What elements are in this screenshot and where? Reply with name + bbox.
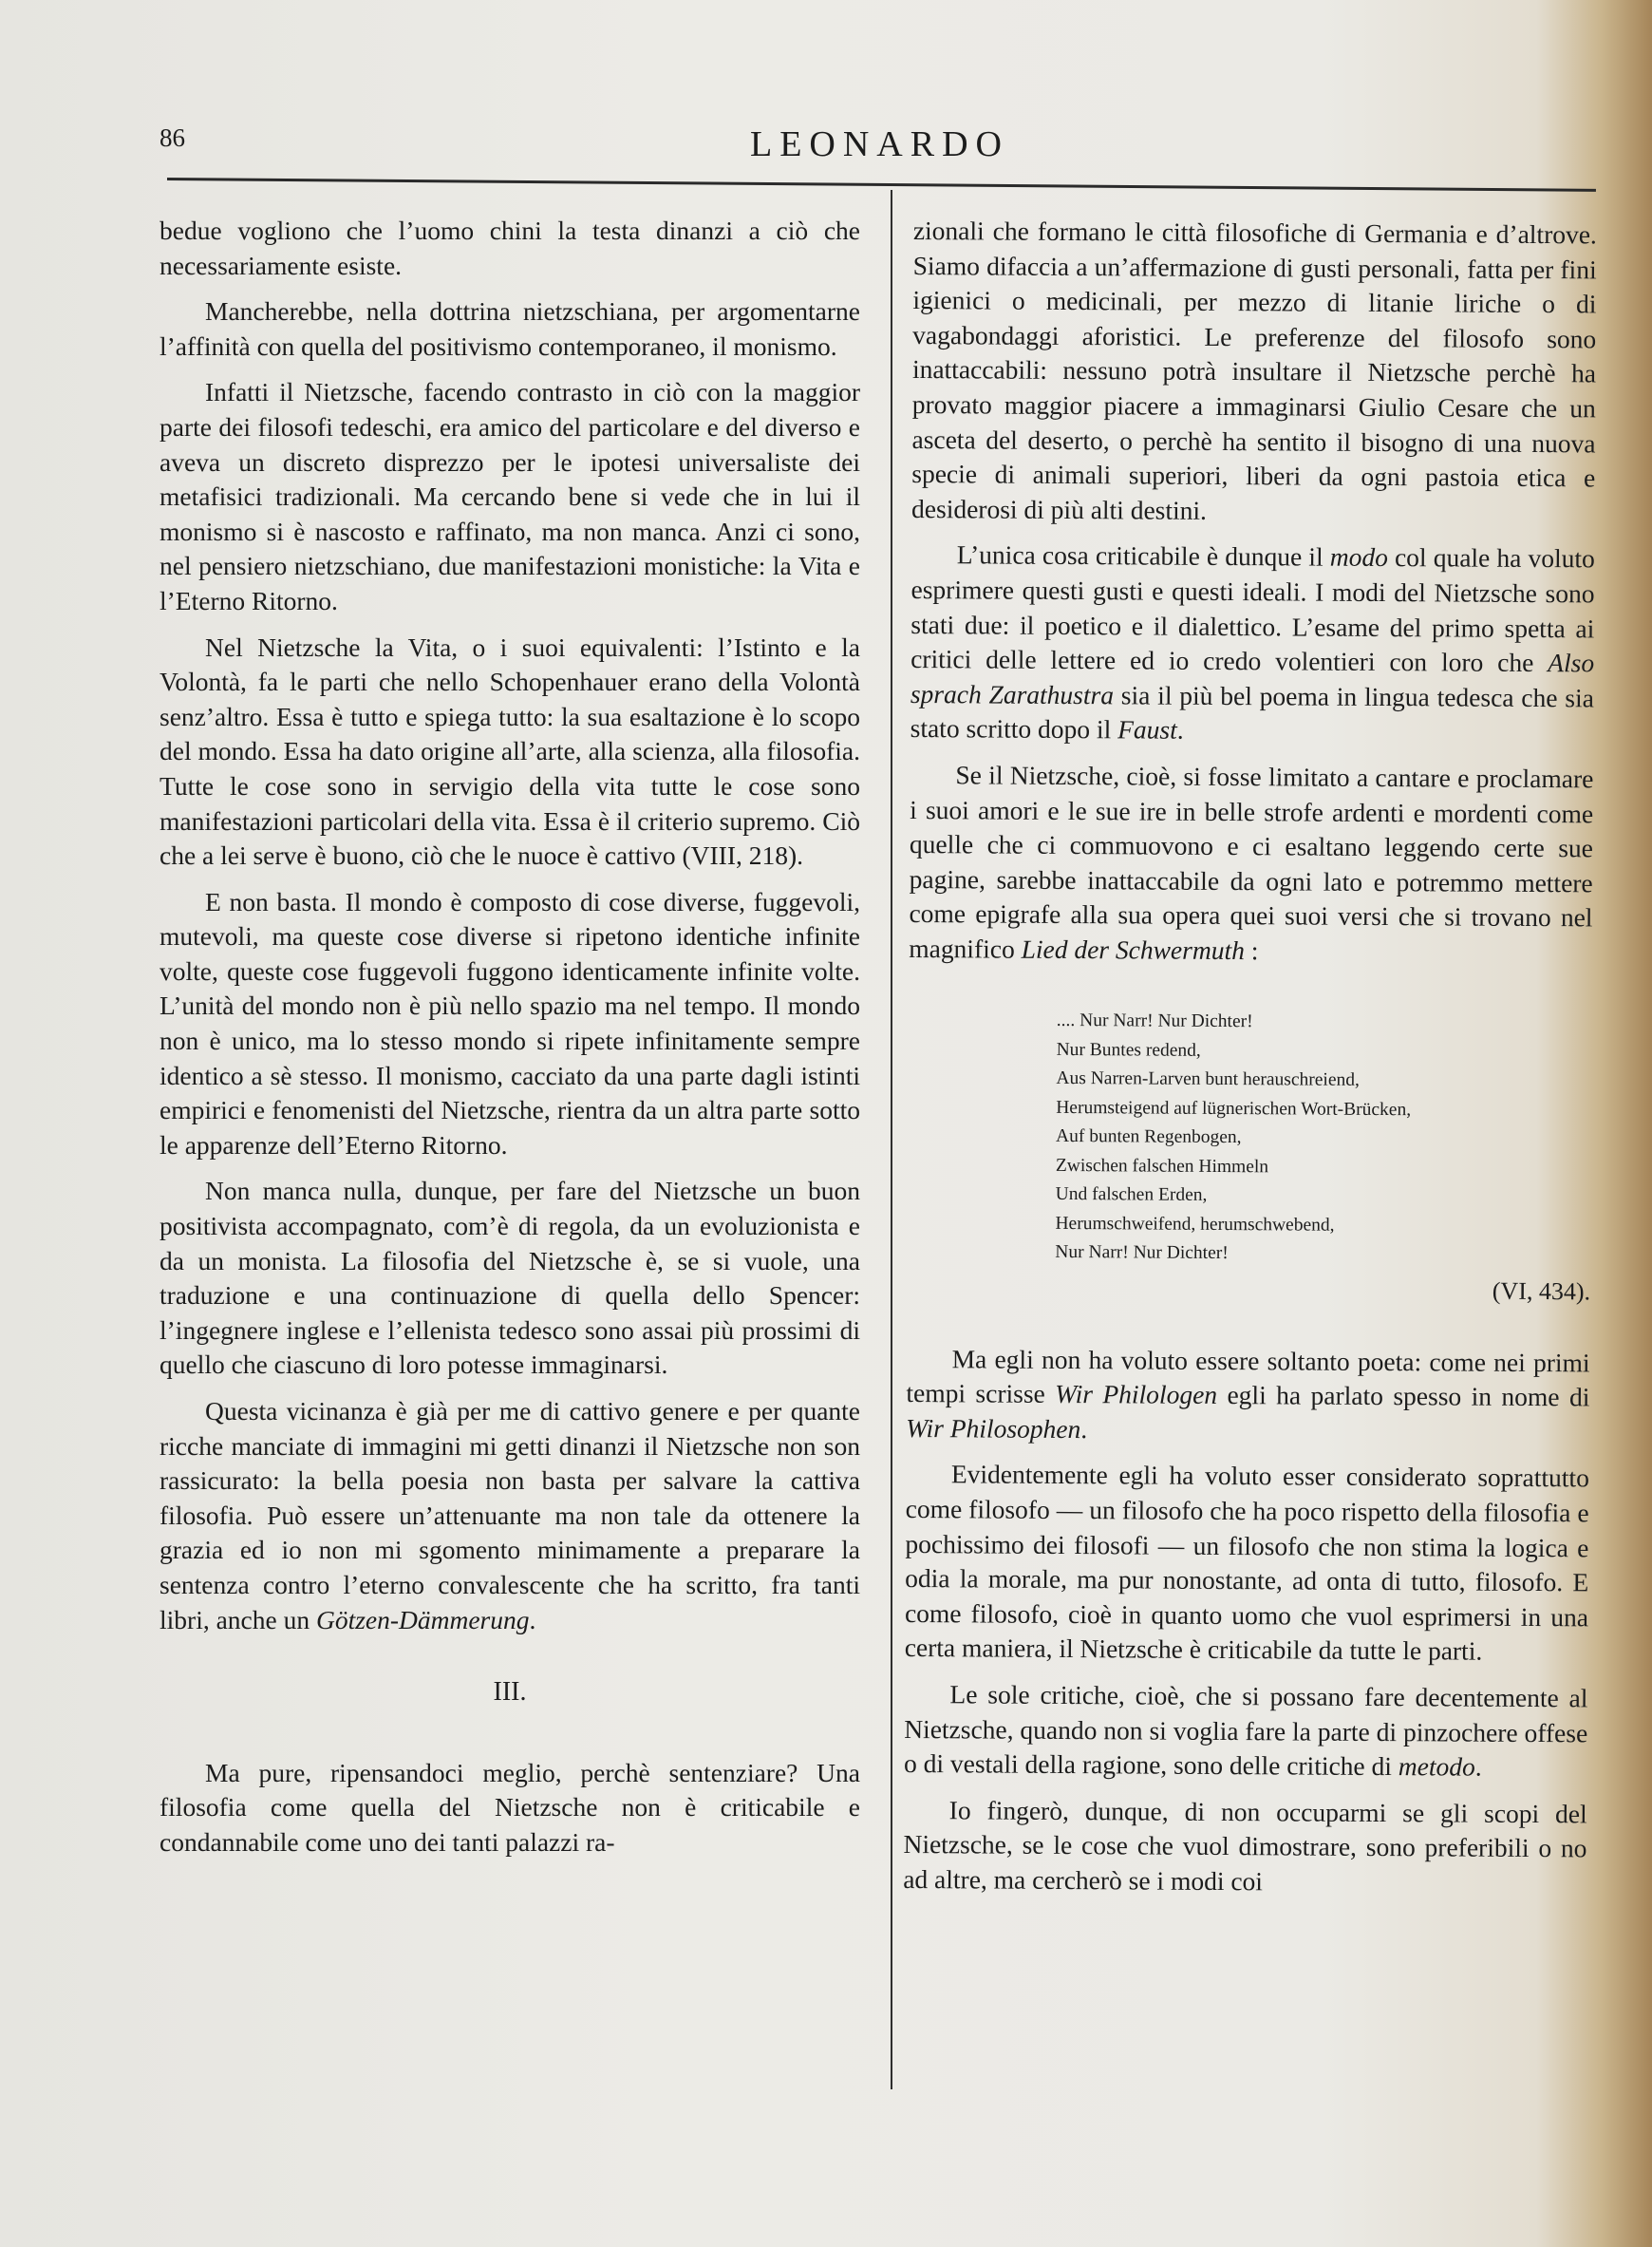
punctuation: . — [1474, 1751, 1482, 1782]
right-column — [903, 214, 1597, 1901]
paragraph — [909, 758, 1593, 971]
paragraph-text: col quale ha voluto esprimere questi gusti e questi ideali. I modi del Nietzsche sono stati due: il poetico e il dialettico. L’esame del primo spetta ai critici delle lettere ed io credo volentieri con loro che — [910, 542, 1595, 678]
paragraph — [910, 538, 1595, 750]
paragraph: bedue vogliono che l’uomo chini la testa dinanzi a ciò che necessariamente esiste. — [160, 216, 860, 280]
paragraph: Nel Nietzsche la Vita, o i suoi equivalenti: l’Istinto e la Volontà, fa le parti che nello Schopenhauer erano della Volontà senz’altro. Essa è tutto e spiega tutto: la sua esaltazione è lo scopo del mondo. Essa ha dato origine all’arte, alla scienza, alla filosofia. Tutte le cose sono in servigio della vita tutte le cose sono manifestazioni particolari della vita. Essa è il criterio supremo. Ciò che a lei serve è buono, ciò che le nuoce è cattivo (VIII, 218). — [160, 632, 860, 871]
running-head: LEONARDO — [750, 124, 1009, 164]
poem-line: Und falschen Erden, — [1055, 1184, 1208, 1206]
emphasis: modo — [1329, 542, 1389, 573]
column-divider — [891, 190, 892, 2089]
punctuation: . — [1080, 1413, 1088, 1444]
poem-line: Aus Narren-Larven bunt herauschreiend, — [1056, 1068, 1360, 1091]
book-title: Wir Philosophen — [906, 1412, 1081, 1444]
punctuation: . — [1176, 715, 1184, 746]
book-title: Wir Philologen — [1055, 1379, 1218, 1410]
paragraph-text: Questa vicinanza è già per me di cattivo genere e per quante ricche manciate di immagini mi getti dinanzi il Nietzsche non son rassicurato: la bella poesia non basta per salvare la cattiva filosofia. Può essere un’attenuante ma non tale da ottenere la grazia ed io non mi sgomento minimamente a preparare la sentenza contro l’eterno convalescente che ha scritto, fra tanti libri, anche un — [160, 1396, 860, 1634]
paragraph: Ma pure, ripensandoci meglio, perchè sentenziare? Una filosofia come quella del Nietzsche non è criticabile e condannabile come uno dei tanti palazzi ra- — [160, 1757, 860, 1857]
paragraph-text: Se il Nietzsche, cioè, si fosse limitato a cantare e proclamare i suoi amori e le sue ire in belle strofe ardenti e mordenti come quelle che ci commuovono e ci esaltano leggendo certe sue pagine, sarebbe inattaccabile da ogni lato e potremmo mettere come epigrafe alla sua opera quei suoi versi che si trovano nel magnifico — [909, 760, 1594, 964]
poem-line: Nur Buntes redend, — [1056, 1039, 1201, 1061]
poem-line: Auf bunten Regenbogen, — [1056, 1126, 1242, 1148]
paragraph-text: Le sole critiche, cioè, che si possano fare decentemente al Nietzsche, quando non si voglia fare la parte di pinzochere offese o di vestali della ragione, sono delle critiche di — [903, 1679, 1588, 1782]
paragraph-text: Ma egli non ha voluto essere soltanto poeta: come nei primi tempi scrisse — [906, 1343, 1590, 1409]
paragraph-text: sia il più bel poema in lingua tedesca che sia stato scritto dopo il — [910, 680, 1594, 745]
paragraph: Infatti il Nietzsche, facendo contrasto in ciò con la maggior parte dei filosofi tedeschi, era amico del particolare e del diverso e aveva un discreto disprezzo per le ipotesi universaliste dei metafisici tradizionali. Ma cercando bene si vede che in lui il monismo si è nascosto e raffinato, ma non manca. Anzi ci sono, nel pensiero nietzschiano, due manifestazioni monistiche: la Vita e l’Eterno Ritorno. — [160, 377, 860, 615]
book-title: Götzen-Dämmerung — [315, 1604, 530, 1634]
poem-line: Herumschweifend, herumschwebend, — [1055, 1213, 1335, 1236]
poem-line: .... Nur Narr! Nur Dichter! — [1056, 1010, 1253, 1032]
poem-line: Nur Narr! Nur Dichter! — [1055, 1242, 1229, 1264]
header-rule — [167, 178, 1596, 192]
book-title: Also sprach Zarathustra — [910, 648, 1595, 710]
poem-title: Lied der Schwermuth — [1021, 934, 1246, 966]
paragraph: zionali che formano le città filosofiche di Germania e d’altrove. Siamo difaccia a un’affermazione di gusti personali, fatta per fini igienici o medicinali, per mezzo di litanie liriche o di vagabondaggi aforistici. Le preferenze del filosofo sono inattaccabili: nessuno potrà insultare il Nietzsche perchè ha provato maggior piacere a immaginarsi Giulio Cesare che un asceta del deserto, o perchè ha sentito il bisogno di una nuova specie di animali superiori, liberi da ogni pastoia etica e desiderosi di più alti destini. — [911, 215, 1597, 525]
poem-line: Herumsteigend auf lügnerischen Wort-Brücken, — [1056, 1097, 1412, 1121]
left-column — [160, 214, 860, 1860]
paragraph: Io fingerò, dunque, di non occuparmi se gli scopi del Nietzsche, se le cose che vuol dimostrare, sono preferibili o no ad altre, ma cercherò se i modi coi — [903, 1794, 1587, 1897]
paragraph: Non manca nulla, dunque, per fare del Nietzsche un buon positivista accompagnato, com’è di regola, da un evoluzionista e da un monista. La filosofia del Nietzsche è, se si vuole, una traduzione e una continuazione di quella dello Spencer: l’ingegnere inglese e l’ellenista tedesco sono assai più prossimi di quello che ciascuno di loro potesse immaginarsi. — [160, 1176, 860, 1380]
paragraph — [904, 1677, 1588, 1785]
paragraph-text: L’unica cosa criticabile è dunque il — [956, 539, 1330, 573]
book-title: Faust — [1117, 714, 1177, 746]
poem-quote — [907, 1006, 1592, 1271]
punctuation: . — [529, 1604, 536, 1634]
paragraph: E non basta. Il mondo è composto di cose diverse, fuggevoli, mutevoli, ma queste cose diverse si ripetono identiche infinite volte, queste cose fuggevoli fuggono identicamente infinite volte. L’unità del mondo non è più nello spazio ma nel tempo. Il mondo non è unico, ma lo stesso mondo si ripete infinitamente sempre identico a sè stesso. Il monismo, cacciato da una parte dagli istinti empirici e fenomenisti del Nietzsche, rientra da un altra parte sotto le apparenze dell’Eterno Ritorno. — [160, 886, 860, 1160]
paragraph-text: egli ha parlato spesso in nome di — [1217, 1380, 1590, 1412]
section-heading: III. — [493, 1677, 527, 1708]
poem-citation: (VI, 434). — [1492, 1276, 1591, 1306]
page-number: 86 — [160, 123, 185, 152]
poem-line: Zwischen falschen Himmeln — [1055, 1155, 1269, 1178]
punctuation: : — [1244, 935, 1259, 966]
emphasis: metodo — [1398, 1751, 1475, 1782]
paragraph — [160, 1394, 860, 1637]
paragraph — [906, 1342, 1590, 1450]
paragraph: Mancherebbe, nella dottrina nietzschiana, per argomentarne l’affinità con quella del positivismo contemporaneo, il monismo. — [160, 296, 860, 361]
paragraph: Evidentemente egli ha voluto esser considerato soprattutto come filosofo — un filosofo che ha poco rispetto della filosofia e pochissimo dei filosofi — un filosofo che non stima la logica e odia la morale, ma pur nonostante, ad onta di tutto, filosofo. E come filosofo, cioè in quanto uomo che vuol esprimersi in una certa maniera, il Nietzsche è criticabile da tutte le parti. — [904, 1459, 1589, 1667]
